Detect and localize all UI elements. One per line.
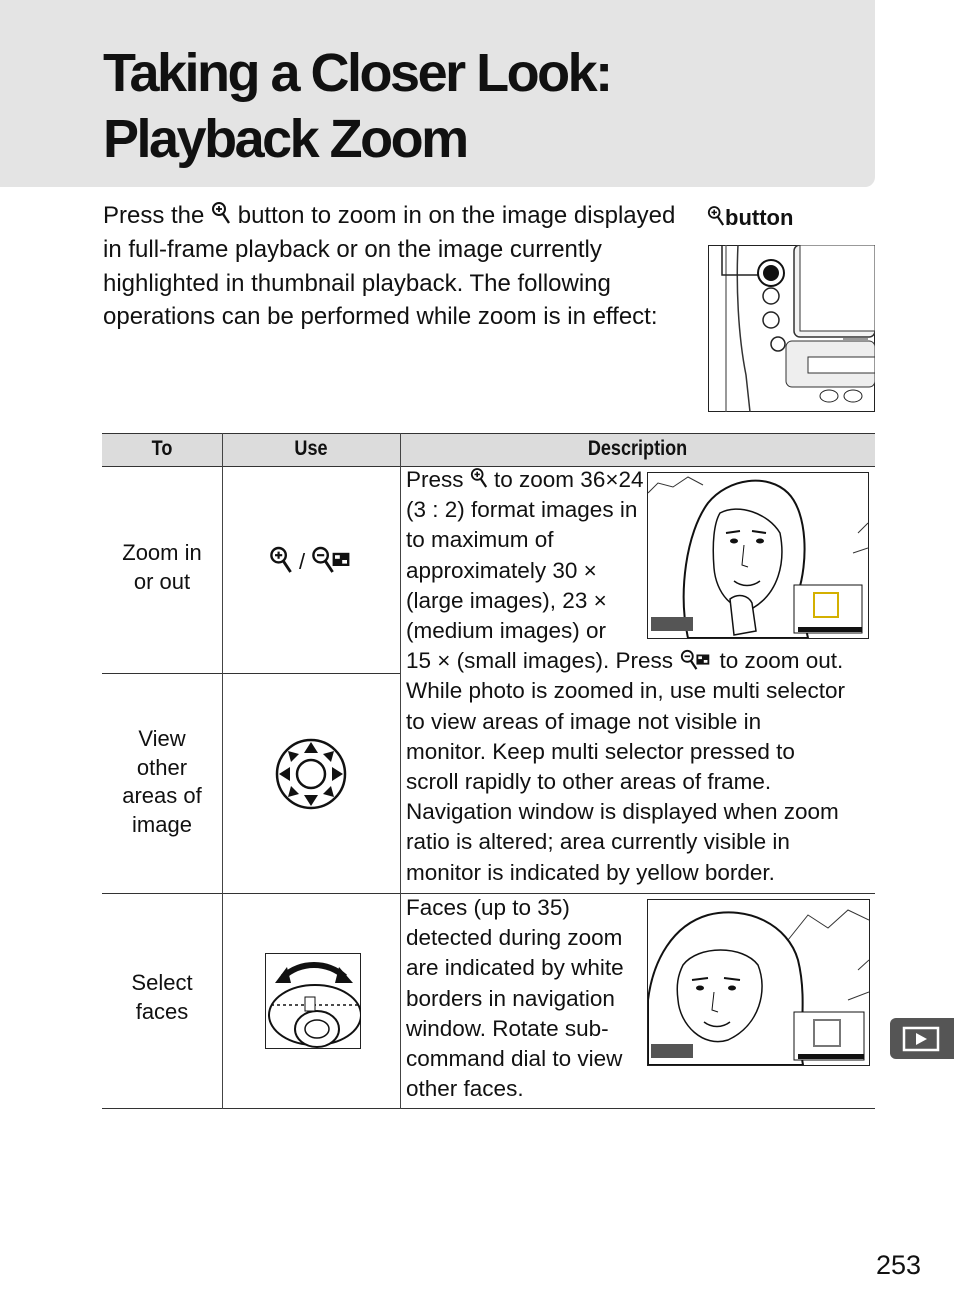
desc-faces-line-5: window. Rotate sub- bbox=[406, 1015, 609, 1041]
desc-line1-start: Press bbox=[406, 467, 470, 492]
desc-line7-end: to zoom out. bbox=[713, 648, 844, 674]
desc-zoom-line-10: monitor. Keep multi selector pressed to bbox=[406, 738, 795, 764]
desc-faces-line-1: Faces (up to 35) bbox=[406, 895, 570, 920]
desc-zoom-line-6: (medium images) or bbox=[406, 618, 607, 644]
row-rule-1 bbox=[102, 673, 400, 674]
use-separator: / bbox=[298, 549, 306, 574]
desc-zoom-line-3: to maximum of bbox=[406, 527, 554, 553]
row-zoom-to-line-2: or out bbox=[133, 568, 191, 594]
playback-menu-tab bbox=[890, 1018, 954, 1059]
zoom-out-thumbnail-icon bbox=[679, 649, 713, 671]
page-number: 253 bbox=[876, 1250, 922, 1280]
desc-zoom-line-7 bbox=[406, 646, 876, 676]
row-view-to-line-1: View bbox=[138, 726, 186, 751]
desc-faces-line-6: command dial to view bbox=[406, 1046, 623, 1072]
title-line-2: Playback Zoom bbox=[103, 109, 467, 169]
desc-zoom-line-4: approximately 30 × bbox=[406, 557, 597, 583]
column-header-use: Use bbox=[294, 437, 328, 460]
zoom-button-caption bbox=[707, 205, 793, 231]
row-view-to-line-2: other bbox=[136, 754, 188, 780]
desc-faces-line-2: detected during zoom bbox=[406, 925, 623, 951]
table-header bbox=[102, 434, 875, 466]
desc-zoom-line-11: scroll rapidly to other areas of frame. bbox=[406, 769, 772, 795]
playback-menu-icon bbox=[890, 1018, 954, 1059]
row-zoom-to bbox=[102, 539, 222, 596]
zoom-in-icon bbox=[269, 545, 293, 575]
multi-selector-icon bbox=[275, 738, 347, 810]
desc-faces-line-3: are indicated by white bbox=[406, 955, 624, 981]
title-line-1: Taking a Closer Look: bbox=[103, 43, 611, 103]
row-view-to bbox=[102, 725, 222, 839]
column-divider-2 bbox=[400, 433, 401, 1109]
intro-text-start: Press the bbox=[103, 202, 212, 229]
page-title bbox=[103, 40, 611, 172]
zoomed-portrait-drawing bbox=[648, 473, 868, 638]
sub-command-dial-icon bbox=[265, 953, 361, 1049]
row-view-to-line-4: image bbox=[132, 811, 192, 837]
row-faces-to-line-2: faces bbox=[135, 998, 189, 1024]
column-header-to: To bbox=[151, 437, 173, 460]
desc-line7-start: 15 × (small images). Press bbox=[406, 648, 680, 674]
desc-zoom-line-2: (3 : 2) format images in bbox=[406, 497, 638, 523]
desc-zoom-line-14: monitor is indicated by yellow border. bbox=[406, 859, 775, 885]
face-detection-illustration bbox=[647, 899, 870, 1066]
desc-zoom-line-13: ratio is altered; area currently visible in bbox=[406, 829, 790, 855]
desc-line1-end: to zoom 36×24 bbox=[487, 467, 644, 492]
face-detection-drawing bbox=[648, 900, 869, 1065]
intro-text-end: button to zoom in on the image displayed in full-frame playback or on the image currently highlighted in thumbnail playback. The following operations can be performed while zoom is in effect: bbox=[103, 202, 676, 331]
desc-select-faces bbox=[406, 893, 646, 1104]
desc-zoom-line-9: to view areas of image not visible in bbox=[406, 708, 762, 734]
zoom-button-caption-text: button bbox=[725, 205, 794, 230]
desc-zoom-line-12: Navigation window is displayed when zoom bbox=[406, 799, 839, 825]
row-faces-to bbox=[102, 969, 222, 1026]
table-bottom-rule bbox=[102, 1108, 875, 1109]
row-view-to-line-3: areas of bbox=[122, 783, 202, 808]
column-divider-1 bbox=[222, 433, 223, 1109]
zoom-in-icon bbox=[707, 205, 725, 227]
desc-faces-line-7: other faces. bbox=[406, 1076, 524, 1102]
zoom-out-thumbnail-icon bbox=[311, 545, 353, 575]
desc-zoom-line-5: (large images), 23 × bbox=[406, 587, 607, 613]
row-zoom-to-line-1: Zoom in bbox=[122, 540, 202, 565]
desc-faces-line-4: borders in navigation bbox=[406, 985, 615, 1011]
intro-paragraph bbox=[103, 199, 693, 334]
zoom-in-icon bbox=[470, 467, 488, 489]
row-zoom-use bbox=[222, 545, 400, 575]
operations-table bbox=[102, 433, 875, 1109]
camera-back-illustration bbox=[708, 245, 875, 412]
column-header-description: Description bbox=[587, 437, 688, 460]
desc-zoom-line-8: While photo is zoomed in, use multi selector bbox=[406, 678, 845, 704]
row-faces-to-line-1: Select bbox=[131, 970, 193, 995]
table-top-rule bbox=[102, 433, 875, 434]
zoom-in-icon bbox=[211, 201, 231, 225]
zoomed-portrait-illustration bbox=[647, 472, 869, 639]
